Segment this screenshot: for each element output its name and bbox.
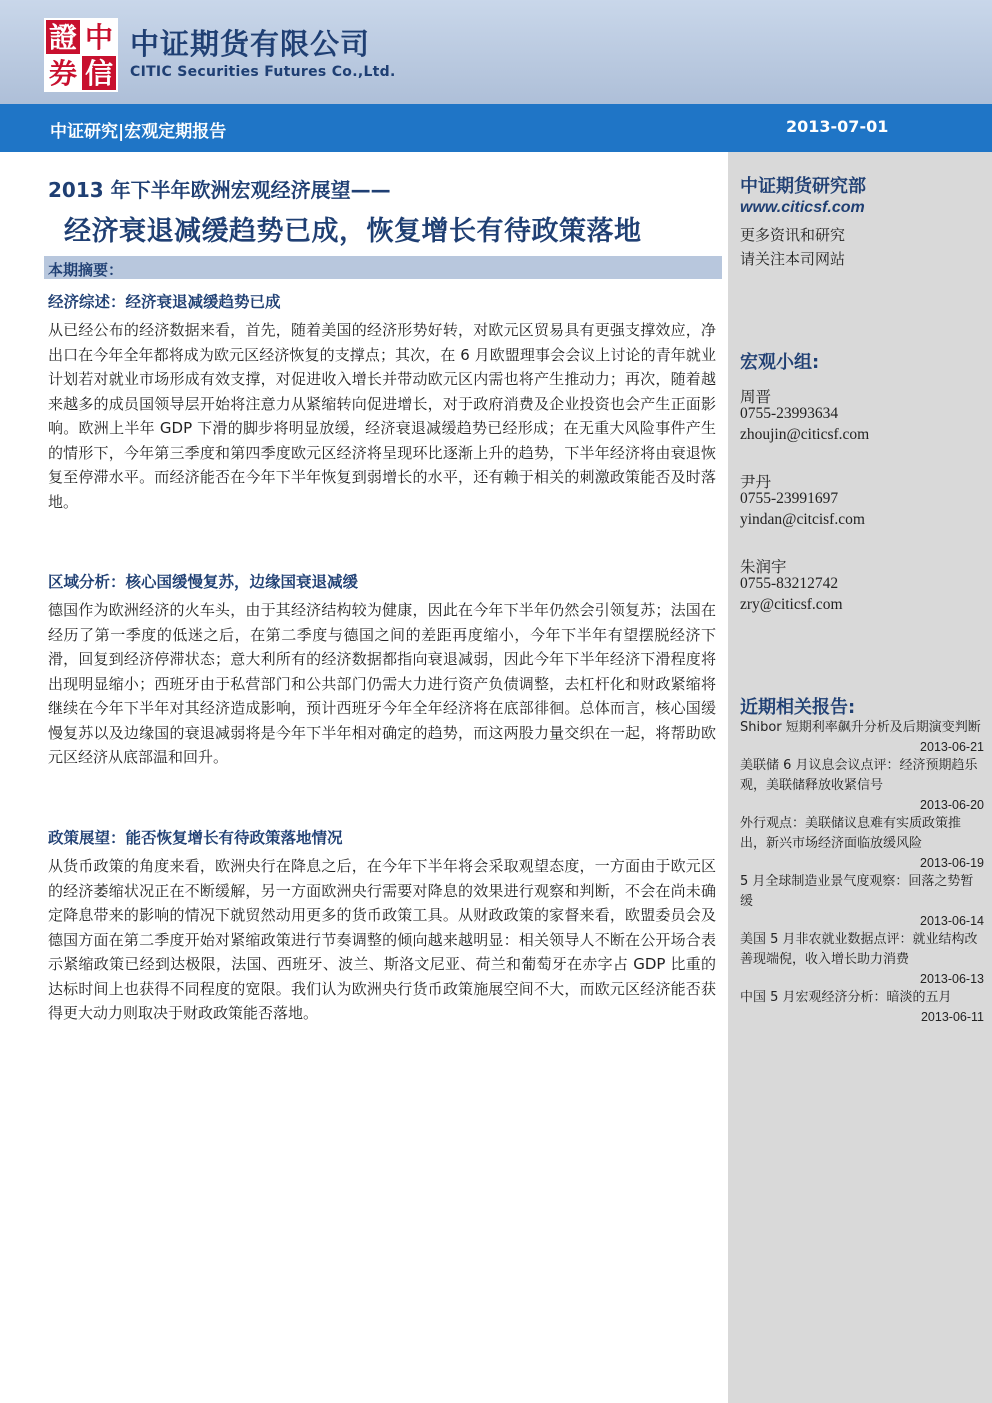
related-report-date: 2013-06-13	[920, 972, 984, 986]
analyst-email[interactable]: zry@citicsf.com	[740, 596, 843, 613]
analyst-name: 尹丹	[740, 474, 772, 491]
section-body: 从货币政策的角度来看，欧洲央行在降息之后，在今年下半年将会采取观望态度，一方面由于欧元区的经济萎缩状况正在不断缓解，另一方面欧洲央行需要对降息的效果进行观察和判断，不会在尚未确定降息带来的影响的情况下就贸然动用更多的货币政策工具。从财政政策的家督来看，欧盟委员会及德国方面在第二季度开始对紧缩政策进行节奏调整的倾向越来越明显：相关领导人不断在公开场合表示紧缩政策已经到达极限，法国、西班牙、波兰、斯洛文尼亚、荷兰和葡萄牙在赤字占 GDP 比重的达标时间上也获得不同程度的宽限。我们认为欧洲央行货币政策施展空间不大，而欧元区经济能否获得更大动力则取决于财政政策能否落地。	[48, 857, 716, 1022]
logo-glyph-4: 信	[84, 57, 114, 90]
related-report-title: 美国 5 月非农就业数据点评：就业结构改善现端倪，收入增长助力消费	[740, 932, 978, 967]
related-reports-list	[740, 718, 984, 1026]
section-body: 德国作为欧洲经济的火车头，由于其经济结构较为健康，因此在今年下半年仍然会引领复苏；法国在经历了第一季度的低迷之后，在第二季度与德国之间的差距再度缩小，今年下半年有望摆脱经济下滑，回复到经济停滞状态；意大利所有的经济数据都指向衰退减弱，因此今年下半年经济下滑程度将出现明显缩小；西班牙由于私营部门和公共部门仍需大力进行资产负债调整，去杠杆化和财政紧缩将继续在今年下半年对其经济造成影响，预计西班牙今年全年经济将在底部徘徊。总体而言，核心国缓慢复苏以及边缘国的衰退减弱将是今年下半年相对确定的趋势，而这两股力量交织在一起，将帮助欧元区经济从底部温和回升。	[48, 601, 716, 766]
related-report-date: 2013-06-14	[920, 914, 984, 928]
analyst-name: 朱润宇	[740, 559, 787, 576]
related-report-date: 2013-06-11	[920, 1010, 984, 1024]
related-report-item[interactable]	[740, 718, 984, 756]
analyst-email[interactable]: zhoujin@citicsf.com	[740, 426, 870, 443]
section-body: 从已经公布的经济数据来看，首先，随着美国的经济形势好转，对欧元区贸易具有更强支撑效应，净出口在今年全年都将成为欧元区经济恢复的支撑点；其次，在 6 月欧盟理事会会议上讨论的青年就业计划若对就业市场形成有效支撑，对促进收入增长并带动欧元区内需也将产生推动力；再次，随着越来越多的成员国领导层开始将注意力从紧缩转向促进增长，对于政府消费及企业投资也会产生正面影响。欧洲上半年 GDP 下滑的脚步将明显放缓，经济衰退减缓趋势已经形成；在无重大风险事件产生的情形下，今年第三季度和第四季度欧元区经济将呈现环比逐渐上升的趋势，下半年经济将由衰退恢复至停滞水平。而经济能否在今年下半年恢复到弱增长的水平，还有赖于相关的刺激政策能否及时落地。	[48, 321, 716, 511]
related-report-date: 2013-06-21	[920, 740, 984, 754]
related-report-date: 2013-06-20	[920, 798, 984, 812]
dept-url-link[interactable]: www.citicsf.com	[740, 199, 865, 216]
dept-follow-text: 请关注本司网站	[740, 250, 846, 268]
related-report-title: 中国 5 月宏观经济分析：暗淡的五月	[740, 990, 952, 1005]
analyst-phone: 0755-23991697	[740, 490, 839, 507]
related-report-title: 美联储 6 月议息会议点评：经济预期趋乐观，美联储释放收紧信号	[740, 758, 978, 793]
abstract-bar	[44, 256, 722, 279]
related-report-item[interactable]	[740, 756, 984, 814]
analyst-phone: 0755-23993634	[740, 405, 839, 422]
dept-more-text: 更多资讯和研究	[740, 226, 846, 244]
related-report-item[interactable]	[740, 930, 984, 988]
citic-logo	[44, 18, 118, 92]
related-report-item[interactable]	[740, 814, 984, 872]
report-title-line1: 2013 年下半年欧洲宏观经济展望——	[48, 178, 391, 202]
logo-glyph-1: 證	[48, 21, 78, 54]
analyst-phone: 0755-83212742	[740, 575, 839, 592]
report-title-line2: 经济衰退减缓趋势已成，恢复增长有待政策落地	[64, 216, 642, 247]
section-heading: 区域分析：核心国缓慢复苏，边缘国衰退减缓	[48, 573, 359, 591]
related-report-date: 2013-06-19	[920, 856, 984, 870]
abstract-label: 本期摘要：	[48, 261, 124, 279]
company-name-en: CITIC Securities Futures Co.,Ltd.	[130, 64, 396, 80]
report-date: 2013-07-01	[786, 117, 889, 136]
section-heading: 政策展望：能否恢复增长有待政策落地情况	[48, 829, 343, 847]
related-report-title: Shibor 短期利率飙升分析及后期演变判断	[740, 720, 981, 735]
logo-glyph-3: 券	[48, 57, 78, 90]
related-report-item[interactable]	[740, 988, 984, 1026]
analyst-email[interactable]: yindan@citcisf.com	[740, 511, 865, 528]
report-series: 中证研究|宏观定期报告	[50, 122, 227, 142]
macro-group-title: 宏观小组:	[740, 352, 820, 373]
section-heading: 经济综述：经济衰退减缓趋势已成	[48, 293, 281, 311]
related-report-item[interactable]	[740, 872, 984, 930]
logo-glyph-2: 中	[84, 21, 114, 54]
dept-name: 中证期货研究部	[740, 176, 866, 197]
related-report-title: 5 月全球制造业景气度观察：回落之势暂缓	[740, 874, 974, 909]
related-report-title: 外行观点：美联储议息难有实质政策推出，新兴市场经济面临放缓风险	[740, 816, 962, 851]
company-name-cn: 中证期货有限公司	[130, 27, 371, 61]
related-reports-title: 近期相关报告:	[740, 697, 856, 718]
analyst-name: 周晋	[740, 389, 772, 406]
